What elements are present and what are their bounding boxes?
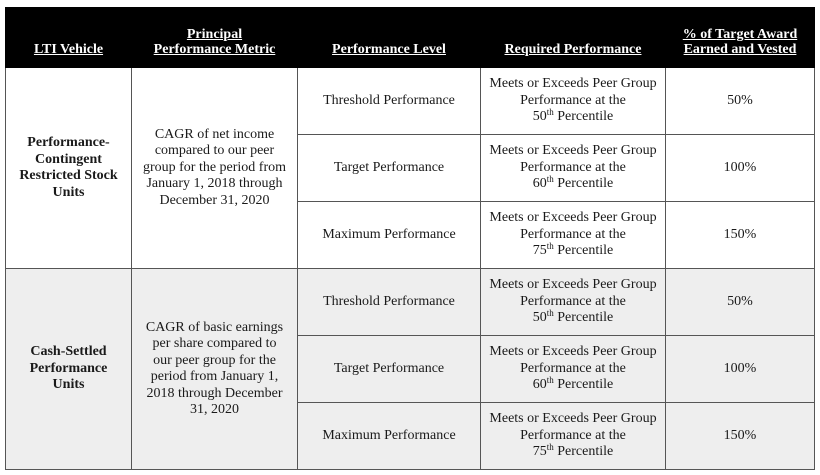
lti-vehicle-cell: Cash-Settled Performance Units — [6, 269, 132, 470]
ordinal-suffix: th — [546, 107, 554, 118]
required-text: Meets or Exceeds Peer Group Performance at the — [489, 143, 657, 175]
lti-vehicle-cell: Performance-Contingent Restricted Stock Units — [6, 68, 132, 269]
performance-level-cell: Threshold Performance — [298, 269, 481, 336]
required-performance-cell — [481, 202, 666, 269]
target-award-cell: 150% — [666, 403, 815, 470]
target-award-cell: 150% — [666, 202, 815, 269]
required-text: Meets or Exceeds Peer Group Performance at the — [489, 76, 657, 108]
header-performance-metric — [132, 8, 298, 68]
target-award-cell: 100% — [666, 135, 815, 202]
required-text: Meets or Exceeds Peer Group Performance at the — [489, 277, 657, 309]
required-performance-cell — [481, 269, 666, 336]
percentile-number: 75 — [532, 243, 547, 259]
performance-level-cell: Threshold Performance — [298, 68, 481, 135]
percentile-number: 75 — [532, 444, 547, 460]
header-metric-line1: Principal — [186, 27, 243, 42]
required-text: Meets or Exceeds Peer Group Performance at the — [489, 344, 657, 376]
table-row — [6, 68, 815, 135]
ordinal-suffix: th — [546, 375, 554, 386]
performance-level-cell: Maximum Performance — [298, 403, 481, 470]
performance-level-cell: Target Performance — [298, 135, 481, 202]
target-award-cell: 100% — [666, 336, 815, 403]
percentile-word: Percentile — [557, 444, 614, 460]
required-performance-cell — [481, 68, 666, 135]
ordinal-suffix: th — [546, 241, 554, 252]
required-text: Meets or Exceeds Peer Group Performance at the — [489, 411, 657, 443]
ordinal-suffix: th — [546, 442, 554, 453]
percentile-word: Percentile — [557, 109, 614, 125]
header-award-line2: Earned and Vested — [683, 42, 797, 57]
table-row — [6, 269, 815, 336]
header-metric-line2: Performance Metric — [153, 42, 276, 57]
header-target-award — [666, 8, 815, 68]
percentile-word: Percentile — [557, 377, 614, 393]
performance-level-cell: Target Performance — [298, 336, 481, 403]
header-row — [6, 8, 815, 68]
header-award-line1: % of Target Award — [682, 27, 798, 42]
percentile-word: Percentile — [557, 243, 614, 259]
percentile-word: Percentile — [557, 176, 614, 192]
required-performance-cell — [481, 135, 666, 202]
header-performance-level: Performance Level — [298, 8, 481, 68]
ordinal-suffix: th — [546, 174, 554, 185]
required-performance-cell — [481, 403, 666, 470]
target-award-cell: 50% — [666, 269, 815, 336]
required-performance-cell — [481, 336, 666, 403]
percentile-number: 50 — [532, 109, 547, 125]
target-award-cell: 50% — [666, 68, 815, 135]
performance-metric-cell: CAGR of basic earnings per share compared to our peer group for the period from January 1, 2018 through December 31, 2020 — [132, 269, 298, 470]
performance-level-cell: Maximum Performance — [298, 202, 481, 269]
percentile-number: 60 — [532, 176, 547, 192]
lti-table — [5, 7, 815, 470]
header-required-performance: Required Performance — [481, 8, 666, 68]
header-lti-vehicle: LTI Vehicle — [6, 8, 132, 68]
percentile-number: 60 — [532, 377, 547, 393]
required-text: Meets or Exceeds Peer Group Performance at the — [489, 210, 657, 242]
performance-metric-cell: CAGR of net income compared to our peer group for the period from January 1, 2018 through December 31, 2020 — [132, 68, 298, 269]
ordinal-suffix: th — [546, 308, 554, 319]
percentile-number: 50 — [532, 310, 547, 326]
percentile-word: Percentile — [557, 310, 614, 326]
